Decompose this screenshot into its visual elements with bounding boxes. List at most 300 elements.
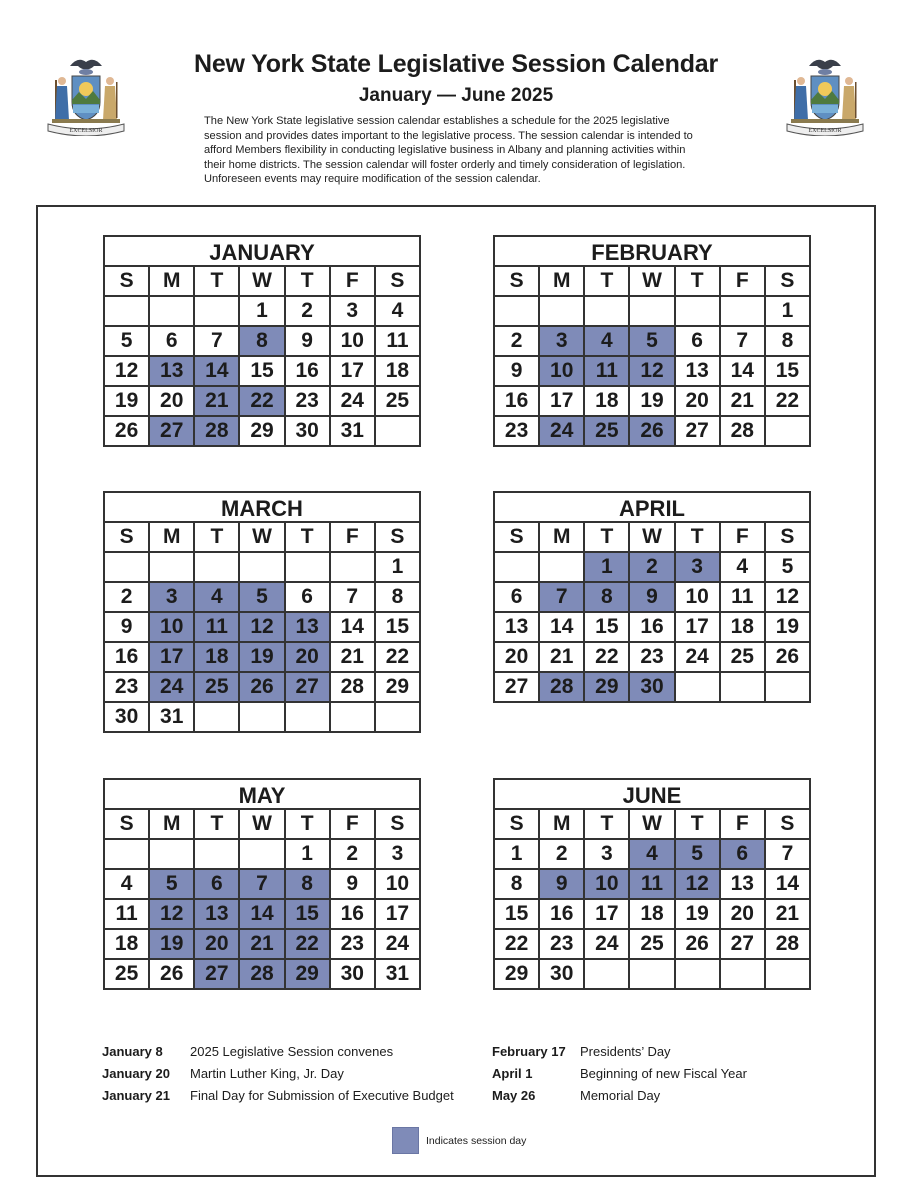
weekday-header: T (584, 266, 629, 296)
weekday-header: S (104, 266, 149, 296)
session-day-cell: 25 (584, 416, 629, 446)
day-cell: 8 (765, 326, 810, 356)
day-cell: 16 (629, 612, 674, 642)
day-cell: 23 (539, 929, 584, 959)
empty-day-cell (330, 702, 375, 732)
month-name: FEBRUARY (493, 235, 811, 265)
session-day-cell: 29 (584, 672, 629, 702)
day-cell: 22 (584, 642, 629, 672)
weekday-header: T (584, 522, 629, 552)
weekday-header: S (375, 266, 420, 296)
page-subtitle: January — June 2025 (358, 85, 554, 106)
event-row (492, 1063, 747, 1085)
empty-day-cell (194, 839, 239, 869)
day-cell: 25 (720, 642, 765, 672)
event-date: April 1 (492, 1066, 533, 1081)
day-cell: 20 (494, 642, 539, 672)
day-cell: 27 (720, 929, 765, 959)
empty-day-cell (720, 296, 765, 326)
day-cell: 17 (330, 356, 375, 386)
empty-day-cell (239, 702, 284, 732)
day-cell: 30 (104, 702, 149, 732)
weekday-header: M (539, 522, 584, 552)
day-cell: 15 (765, 356, 810, 386)
weekday-header: S (375, 809, 420, 839)
empty-day-cell (720, 672, 765, 702)
empty-day-cell (194, 702, 239, 732)
day-cell: 2 (539, 839, 584, 869)
day-cell: 18 (720, 612, 765, 642)
weekday-header: F (330, 266, 375, 296)
weekday-header: W (629, 809, 674, 839)
empty-day-cell (494, 296, 539, 326)
session-day-cell: 5 (675, 839, 720, 869)
day-cell: 17 (539, 386, 584, 416)
weekday-header: S (494, 809, 539, 839)
day-cell: 13 (494, 612, 539, 642)
day-cell: 23 (330, 929, 375, 959)
empty-day-cell (629, 296, 674, 326)
session-day-cell: 24 (539, 416, 584, 446)
event-row (102, 1041, 454, 1063)
day-cell: 9 (494, 356, 539, 386)
day-cell: 24 (330, 386, 375, 416)
month-grid (493, 521, 811, 703)
session-day-cell: 18 (194, 642, 239, 672)
day-cell: 17 (675, 612, 720, 642)
day-cell: 20 (149, 386, 194, 416)
month-june (493, 778, 811, 990)
weekday-header: T (194, 522, 239, 552)
svg-text:EXCELSIOR: EXCELSIOR (69, 128, 103, 134)
weekday-header: F (330, 522, 375, 552)
session-day-cell: 7 (539, 582, 584, 612)
weekday-header: S (494, 522, 539, 552)
day-cell: 31 (330, 416, 375, 446)
month-grid (493, 808, 811, 990)
event-row (492, 1041, 747, 1063)
svg-text:EXCELSIOR: EXCELSIOR (808, 128, 842, 134)
event-description: 2025 Legislative Session convenes (190, 1044, 394, 1059)
day-cell: 10 (375, 869, 420, 899)
day-cell: 18 (629, 899, 674, 929)
weekday-header: T (675, 522, 720, 552)
day-cell: 27 (675, 416, 720, 446)
month-may (103, 778, 421, 990)
day-cell: 2 (285, 296, 330, 326)
event-date: May 26 (492, 1088, 536, 1103)
day-cell: 15 (494, 899, 539, 929)
session-day-cell: 8 (239, 326, 284, 356)
weekday-header: W (239, 522, 284, 552)
session-day-cell: 5 (629, 326, 674, 356)
day-cell: 14 (539, 612, 584, 642)
day-cell: 12 (104, 356, 149, 386)
empty-day-cell (285, 552, 330, 582)
session-day-cell: 4 (584, 326, 629, 356)
session-day-cell: 12 (239, 612, 284, 642)
month-name: JUNE (493, 778, 811, 808)
day-cell: 29 (239, 416, 284, 446)
day-cell: 24 (584, 929, 629, 959)
events-list-left (102, 1041, 454, 1107)
empty-day-cell (765, 672, 810, 702)
session-day-cell: 3 (539, 326, 584, 356)
day-cell: 2 (330, 839, 375, 869)
day-cell: 10 (330, 326, 375, 356)
intro-line: afford Members flexibility in conducting legislative business in Albany and planning activities within (204, 144, 686, 157)
day-cell: 10 (675, 582, 720, 612)
day-cell: 11 (375, 326, 420, 356)
day-cell: 18 (584, 386, 629, 416)
month-march (103, 491, 421, 733)
day-cell: 25 (104, 959, 149, 989)
page-title: New York State Legislative Session Calendar (193, 50, 719, 78)
month-january (103, 235, 421, 447)
day-cell: 15 (584, 612, 629, 642)
session-day-cell: 5 (239, 582, 284, 612)
day-cell: 17 (584, 899, 629, 929)
event-row (102, 1085, 454, 1107)
weekday-header: S (104, 809, 149, 839)
session-day-cell: 9 (539, 869, 584, 899)
day-cell: 3 (375, 839, 420, 869)
day-cell: 30 (285, 416, 330, 446)
session-day-cell: 10 (539, 356, 584, 386)
month-grid (103, 521, 421, 733)
month-february (493, 235, 811, 447)
weekday-header: T (285, 809, 330, 839)
day-cell: 2 (104, 582, 149, 612)
weekday-header: F (330, 809, 375, 839)
session-day-cell: 8 (285, 869, 330, 899)
empty-day-cell (149, 552, 194, 582)
session-day-cell: 9 (629, 582, 674, 612)
event-description: Martin Luther King, Jr. Day (190, 1066, 344, 1081)
month-april (493, 491, 811, 703)
session-day-cell: 20 (194, 929, 239, 959)
day-cell: 1 (765, 296, 810, 326)
day-cell: 24 (375, 929, 420, 959)
month-name: APRIL (493, 491, 811, 521)
day-cell: 4 (720, 552, 765, 582)
event-row (102, 1063, 454, 1085)
day-cell: 17 (375, 899, 420, 929)
day-cell: 22 (494, 929, 539, 959)
session-day-cell: 17 (149, 642, 194, 672)
session-day-cell: 11 (584, 356, 629, 386)
weekday-header: F (720, 809, 765, 839)
day-cell: 23 (494, 416, 539, 446)
session-day-cell: 13 (149, 356, 194, 386)
event-date: January 8 (102, 1044, 163, 1059)
event-date: February 17 (492, 1044, 566, 1059)
day-cell: 18 (375, 356, 420, 386)
weekday-header: W (239, 266, 284, 296)
day-cell: 1 (285, 839, 330, 869)
day-cell: 30 (539, 959, 584, 989)
empty-day-cell (149, 296, 194, 326)
day-cell: 16 (285, 356, 330, 386)
day-cell: 14 (765, 869, 810, 899)
session-day-cell: 7 (239, 869, 284, 899)
day-cell: 6 (494, 582, 539, 612)
weekday-header: W (239, 809, 284, 839)
empty-day-cell (194, 296, 239, 326)
day-cell: 19 (629, 386, 674, 416)
session-day-cell: 13 (285, 612, 330, 642)
session-day-cell: 15 (285, 899, 330, 929)
day-cell: 28 (765, 929, 810, 959)
day-cell: 7 (330, 582, 375, 612)
day-cell: 7 (765, 839, 810, 869)
session-day-cell: 27 (149, 416, 194, 446)
day-cell: 8 (375, 582, 420, 612)
day-cell: 31 (149, 702, 194, 732)
day-cell: 13 (675, 356, 720, 386)
empty-day-cell (720, 959, 765, 989)
event-description: Final Day for Submission of Executive Budget (190, 1088, 454, 1103)
day-cell: 5 (765, 552, 810, 582)
session-day-cell: 3 (675, 552, 720, 582)
empty-day-cell (285, 702, 330, 732)
session-day-cell: 26 (629, 416, 674, 446)
session-day-cell: 14 (239, 899, 284, 929)
month-name: MARCH (103, 491, 421, 521)
session-day-cell: 28 (239, 959, 284, 989)
day-cell: 26 (675, 929, 720, 959)
month-grid (103, 265, 421, 447)
weekday-header: M (149, 522, 194, 552)
day-cell: 23 (285, 386, 330, 416)
session-day-cell: 27 (194, 959, 239, 989)
legend-label: Indicates session day (426, 1134, 527, 1147)
session-day-cell: 1 (584, 552, 629, 582)
day-cell: 6 (285, 582, 330, 612)
day-cell: 21 (539, 642, 584, 672)
session-day-cell: 27 (285, 672, 330, 702)
empty-day-cell (675, 672, 720, 702)
day-cell: 16 (539, 899, 584, 929)
day-cell: 16 (330, 899, 375, 929)
session-day-cell: 19 (239, 642, 284, 672)
weekday-header: M (539, 809, 584, 839)
day-cell: 29 (494, 959, 539, 989)
weekday-header: T (675, 809, 720, 839)
month-grid (103, 808, 421, 990)
day-cell: 8 (494, 869, 539, 899)
session-day-cell: 11 (194, 612, 239, 642)
weekday-header: S (375, 522, 420, 552)
session-day-cell: 14 (194, 356, 239, 386)
weekday-header: T (194, 266, 239, 296)
event-date: January 21 (102, 1088, 170, 1103)
day-cell: 9 (330, 869, 375, 899)
empty-day-cell (375, 702, 420, 732)
day-cell: 18 (104, 929, 149, 959)
weekday-header: T (194, 809, 239, 839)
day-cell: 3 (584, 839, 629, 869)
session-day-cell: 22 (239, 386, 284, 416)
day-cell: 1 (239, 296, 284, 326)
day-cell: 31 (375, 959, 420, 989)
event-description: Presidents’ Day (580, 1044, 671, 1059)
day-cell: 16 (104, 642, 149, 672)
month-grid (493, 265, 811, 447)
day-cell: 7 (194, 326, 239, 356)
day-cell: 16 (494, 386, 539, 416)
day-cell: 24 (675, 642, 720, 672)
session-day-cell: 6 (720, 839, 765, 869)
empty-day-cell (765, 959, 810, 989)
empty-day-cell (675, 959, 720, 989)
day-cell: 26 (104, 416, 149, 446)
empty-day-cell (675, 296, 720, 326)
day-cell: 3 (330, 296, 375, 326)
session-day-swatch (392, 1127, 419, 1154)
day-cell: 23 (629, 642, 674, 672)
session-day-cell: 3 (149, 582, 194, 612)
day-cell: 6 (149, 326, 194, 356)
intro-line: Unforeseen events may require modification of the session calendar. (204, 173, 541, 186)
weekday-header: S (765, 522, 810, 552)
empty-day-cell (584, 296, 629, 326)
day-cell: 15 (239, 356, 284, 386)
weekday-header: T (675, 266, 720, 296)
empty-day-cell (104, 839, 149, 869)
day-cell: 11 (104, 899, 149, 929)
weekday-header: F (720, 266, 765, 296)
day-cell: 28 (720, 416, 765, 446)
weekday-header: M (149, 266, 194, 296)
day-cell: 11 (720, 582, 765, 612)
weekday-header: S (765, 809, 810, 839)
empty-day-cell (239, 552, 284, 582)
session-day-cell: 12 (629, 356, 674, 386)
month-name: MAY (103, 778, 421, 808)
day-cell: 15 (375, 612, 420, 642)
day-cell: 6 (675, 326, 720, 356)
weekday-header: S (765, 266, 810, 296)
empty-day-cell (539, 296, 584, 326)
day-cell: 1 (375, 552, 420, 582)
session-day-cell: 10 (584, 869, 629, 899)
event-description: Memorial Day (580, 1088, 661, 1103)
day-cell: 7 (720, 326, 765, 356)
session-day-cell: 21 (239, 929, 284, 959)
day-cell: 21 (330, 642, 375, 672)
day-cell: 4 (375, 296, 420, 326)
intro-line: The New York State legislative session calendar establishes a schedule for the 2025 legislative (204, 115, 670, 127)
day-cell: 5 (104, 326, 149, 356)
day-cell: 26 (149, 959, 194, 989)
weekday-header: S (494, 266, 539, 296)
session-day-cell: 25 (194, 672, 239, 702)
event-date: January 20 (102, 1066, 170, 1081)
events-list-right (492, 1041, 747, 1107)
event-description: Beginning of new Fiscal Year (580, 1066, 747, 1081)
intro-line: session and provides dates important to the legislative process. The session calendar is intended to (204, 129, 693, 142)
session-day-cell: 4 (629, 839, 674, 869)
empty-day-cell (149, 839, 194, 869)
session-day-cell: 8 (584, 582, 629, 612)
session-day-cell: 28 (194, 416, 239, 446)
session-day-cell: 12 (149, 899, 194, 929)
day-cell: 23 (104, 672, 149, 702)
weekday-header: M (149, 809, 194, 839)
session-day-cell: 11 (629, 869, 674, 899)
session-day-cell: 24 (149, 672, 194, 702)
empty-day-cell (539, 552, 584, 582)
day-cell: 22 (375, 642, 420, 672)
empty-day-cell (104, 296, 149, 326)
empty-day-cell (584, 959, 629, 989)
day-cell: 21 (765, 899, 810, 929)
weekday-header: T (584, 809, 629, 839)
day-cell: 19 (765, 612, 810, 642)
event-row (492, 1085, 747, 1107)
session-day-cell: 13 (194, 899, 239, 929)
day-cell: 4 (104, 869, 149, 899)
empty-day-cell (494, 552, 539, 582)
session-day-cell: 19 (149, 929, 194, 959)
session-day-cell: 28 (539, 672, 584, 702)
session-day-cell: 6 (194, 869, 239, 899)
weekday-header: T (285, 266, 330, 296)
month-name: JANUARY (103, 235, 421, 265)
day-cell: 27 (494, 672, 539, 702)
day-cell: 1 (494, 839, 539, 869)
day-cell: 25 (375, 386, 420, 416)
empty-day-cell (629, 959, 674, 989)
weekday-header: F (720, 522, 765, 552)
session-day-cell: 4 (194, 582, 239, 612)
day-cell: 29 (375, 672, 420, 702)
session-day-cell: 21 (194, 386, 239, 416)
weekday-header: W (629, 522, 674, 552)
day-cell: 20 (675, 386, 720, 416)
intro-line: their home districts. The session calendar will foster orderly and timely consideration of legislation. (204, 158, 686, 171)
empty-day-cell (375, 416, 420, 446)
session-day-cell: 5 (149, 869, 194, 899)
day-cell: 13 (720, 869, 765, 899)
session-day-cell: 26 (239, 672, 284, 702)
day-cell: 14 (330, 612, 375, 642)
day-cell: 22 (765, 386, 810, 416)
day-cell: 14 (720, 356, 765, 386)
day-cell: 19 (675, 899, 720, 929)
weekday-header: T (285, 522, 330, 552)
day-cell: 30 (330, 959, 375, 989)
session-day-cell: 20 (285, 642, 330, 672)
session-day-cell: 2 (629, 552, 674, 582)
day-cell: 26 (765, 642, 810, 672)
session-day-cell: 30 (629, 672, 674, 702)
session-day-cell: 12 (675, 869, 720, 899)
empty-day-cell (330, 552, 375, 582)
weekday-header: M (539, 266, 584, 296)
intro-paragraph (204, 114, 724, 187)
empty-day-cell (765, 416, 810, 446)
day-cell: 28 (330, 672, 375, 702)
empty-day-cell (239, 839, 284, 869)
session-day-cell: 10 (149, 612, 194, 642)
session-day-cell: 22 (285, 929, 330, 959)
legend (392, 1127, 526, 1154)
day-cell: 9 (104, 612, 149, 642)
day-cell: 12 (765, 582, 810, 612)
session-day-cell: 29 (285, 959, 330, 989)
